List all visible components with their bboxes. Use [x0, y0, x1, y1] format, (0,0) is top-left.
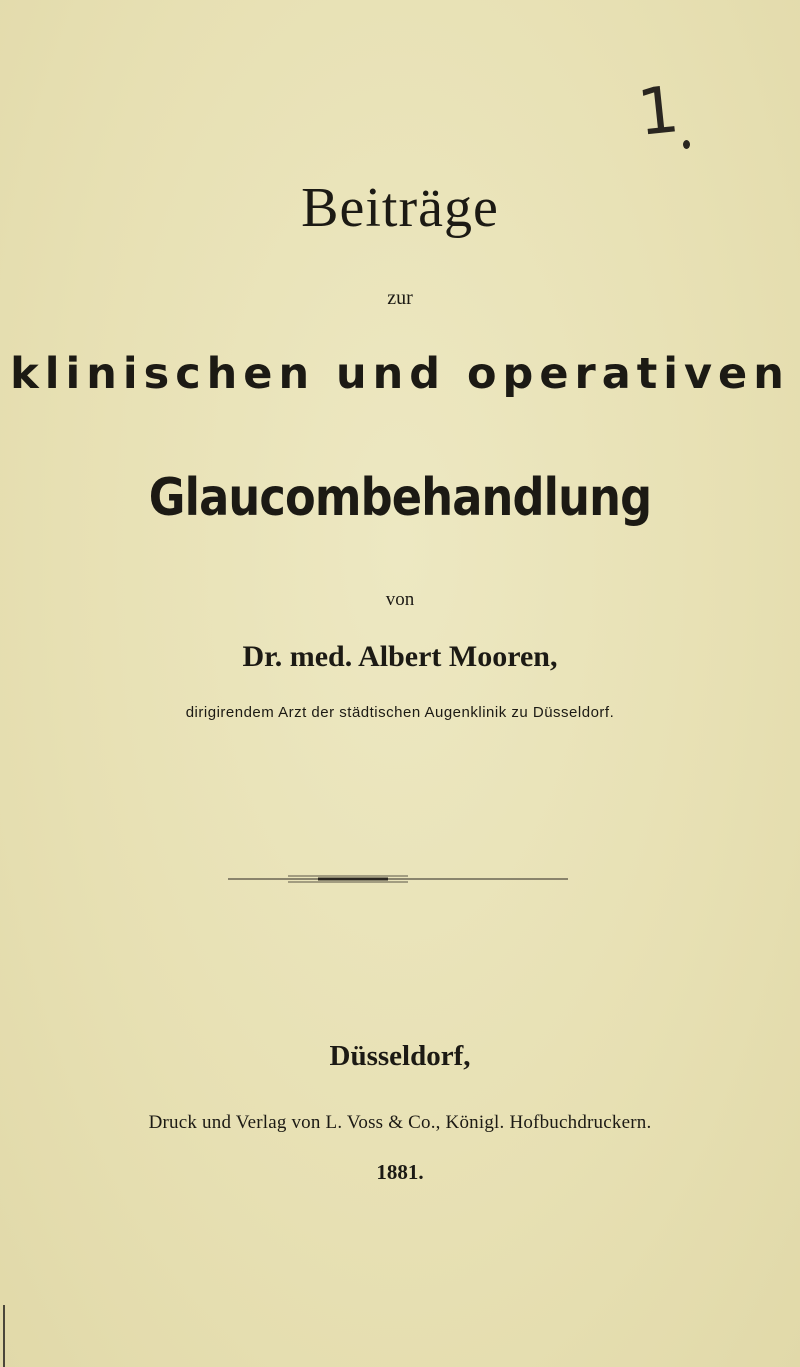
imprint-city: Düsseldorf, [329, 1040, 471, 1072]
imprint-publisher: Druck und Verlag von L. Voss & Co., Königl. Hofbuchdruckern. [148, 1112, 652, 1133]
ornamental-rule [228, 872, 568, 886]
title-zur: zur [387, 287, 413, 309]
imprint-year: 1881. [376, 1160, 424, 1184]
pencil-dot [683, 140, 690, 149]
title-von: von [385, 589, 415, 610]
title-beitraege: Beiträge [301, 177, 499, 239]
author-affiliation: dirigirendem Arzt der städtischen Augenklinik zu Düsseldorf. [185, 704, 615, 721]
pencil-mark: 1 [634, 73, 683, 151]
page-edge-mark [3, 1305, 5, 1367]
author-name: Dr. med. Albert Mooren, [242, 640, 558, 673]
title-klinischen: klinischen und operativen [10, 349, 790, 399]
title-glaucombehandlung: Glaucombehandlung [148, 468, 652, 528]
